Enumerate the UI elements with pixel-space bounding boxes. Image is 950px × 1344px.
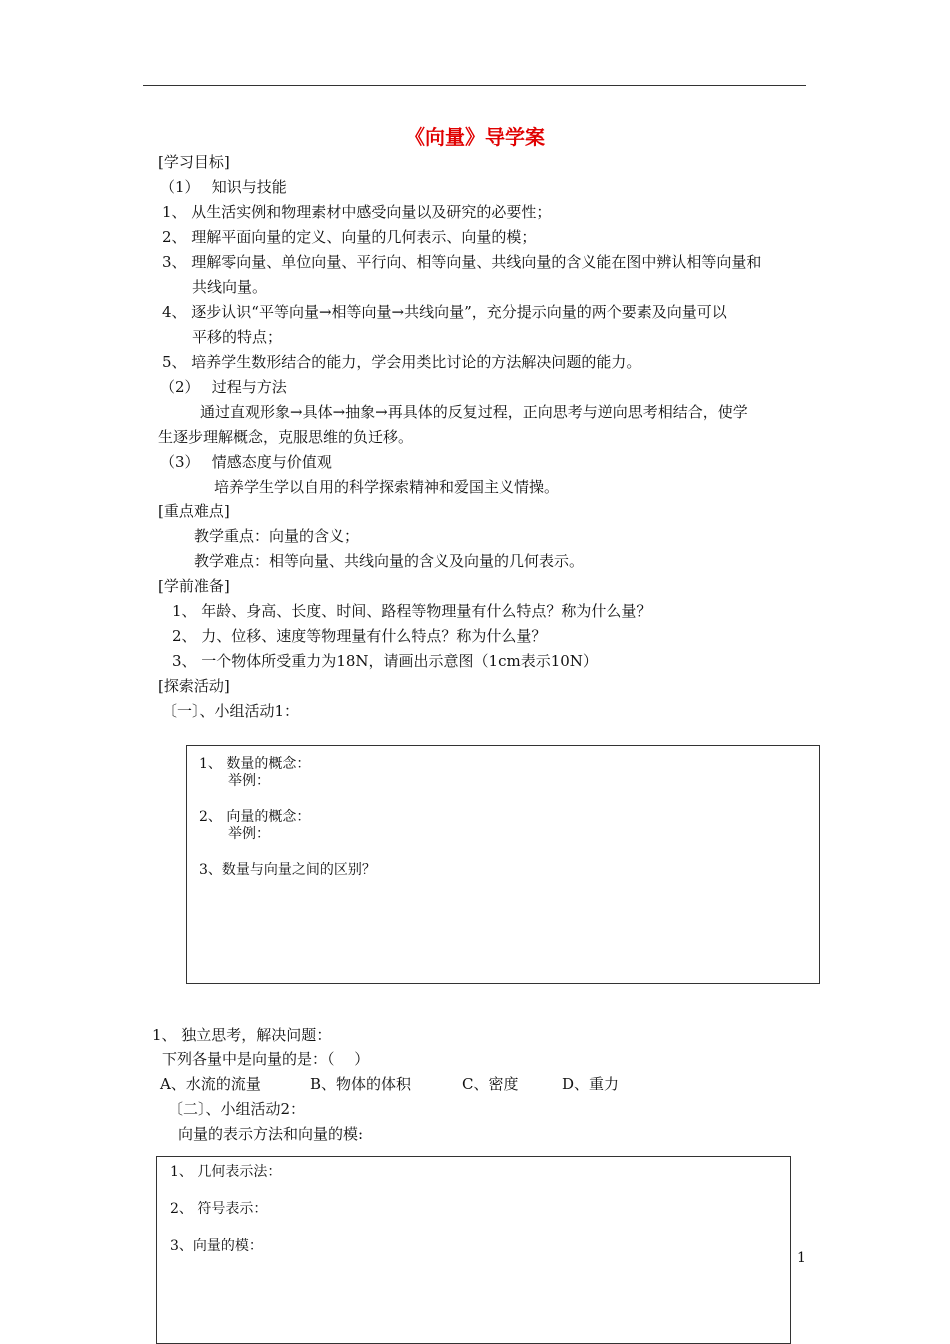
activity1-title: 〔一〕、小组活动1： <box>162 702 300 720</box>
activity2-box[interactable] <box>156 1156 791 1344</box>
section-key-points: [重点难点] <box>158 502 230 520</box>
box1-q2: 2、 向量的概念： <box>199 809 311 825</box>
think-option-c: C、密度 <box>462 1075 519 1093</box>
box1-q3: 3、数量与向量之间的区别？ <box>199 862 376 878</box>
box1-q2-example: 举例： <box>228 826 270 842</box>
key-point: 教学重点：向量的含义； <box>194 527 360 545</box>
box1-q1-example: 举例： <box>228 773 270 789</box>
section-objectives: [学习目标] <box>158 153 230 171</box>
think-question: 下列各量中是向量的是：（ ） <box>162 1050 370 1068</box>
obj1-item-cont: 共线向量。 <box>192 278 268 296</box>
document-title: 《向量》导学案 <box>405 125 545 149</box>
think-heading: 1、 独立思考，解决问题： <box>152 1026 332 1044</box>
obj3-line: 培养学生学以自用的科学探索精神和爱国主义情操。 <box>214 478 560 496</box>
difficult-point: 教学难点：相等向量、共线向量的含义及向量的几何表示。 <box>194 552 585 570</box>
page-number: 1 <box>797 1250 806 1266</box>
box1-q1: 1、 数量的概念： <box>199 756 311 772</box>
obj1-item: 5、 培养学生数形结合的能力，学会用类比讨论的方法解决问题的能力。 <box>162 353 642 371</box>
obj1-heading: （1） 知识与技能 <box>160 178 287 196</box>
obj1-item: 4、 逐步认识“平等向量→相等向量→共线向量”，充分提示向量的两个要素及向量可以 <box>162 303 727 321</box>
obj1-item-cont: 平移的特点； <box>192 328 283 346</box>
obj3-heading: （3） 情感态度与价值观 <box>160 453 332 471</box>
obj1-item: 1、 从生活实例和物理素材中感受向量以及研究的必要性； <box>162 203 552 221</box>
prep-item: 3、 一个物体所受重力为18N，请画出示意图（1cm表示10N） <box>172 652 598 670</box>
obj2-heading: （2） 过程与方法 <box>160 378 287 396</box>
think-option-d: D、重力 <box>562 1075 620 1093</box>
obj2-line: 通过直观形象→具体→抽象→再具体的反复过程，正向思考与逆向思考相结合，使学 <box>200 403 748 421</box>
box2-q1: 1、 几何表示法： <box>170 1164 282 1180</box>
box2-q3: 3、向量的模： <box>170 1238 263 1254</box>
obj1-item: 3、 理解零向量、单位向量、平行向、相等向量、共线向量的含义能在图中辨认相等向量和 <box>162 253 762 271</box>
prep-item: 2、 力、位移、速度等物理量有什么特点？称为什么量？ <box>172 627 547 645</box>
think-option-b: B、物体的体积 <box>310 1075 412 1093</box>
header-rule <box>143 85 806 86</box>
obj2-line: 生逐步理解概念，克服思维的负迁移。 <box>158 428 414 446</box>
prep-item: 1、 年龄、身高、长度、时间、路程等物理量有什么特点？称为什么量？ <box>172 602 652 620</box>
section-preparation: [学前准备] <box>158 577 230 595</box>
activity2-title: 〔二〕、小组活动2： <box>168 1100 306 1118</box>
section-explore: [探索活动] <box>158 677 230 695</box>
activity2-subtitle: 向量的表示方法和向量的模: <box>178 1125 364 1143</box>
think-option-a: A、水流的流量 <box>160 1075 261 1093</box>
activity1-box[interactable] <box>186 745 820 984</box>
box2-q2: 2、 符号表示： <box>170 1201 268 1217</box>
obj1-item: 2、 理解平面向量的定义、向量的几何表示、向量的模； <box>162 228 537 246</box>
